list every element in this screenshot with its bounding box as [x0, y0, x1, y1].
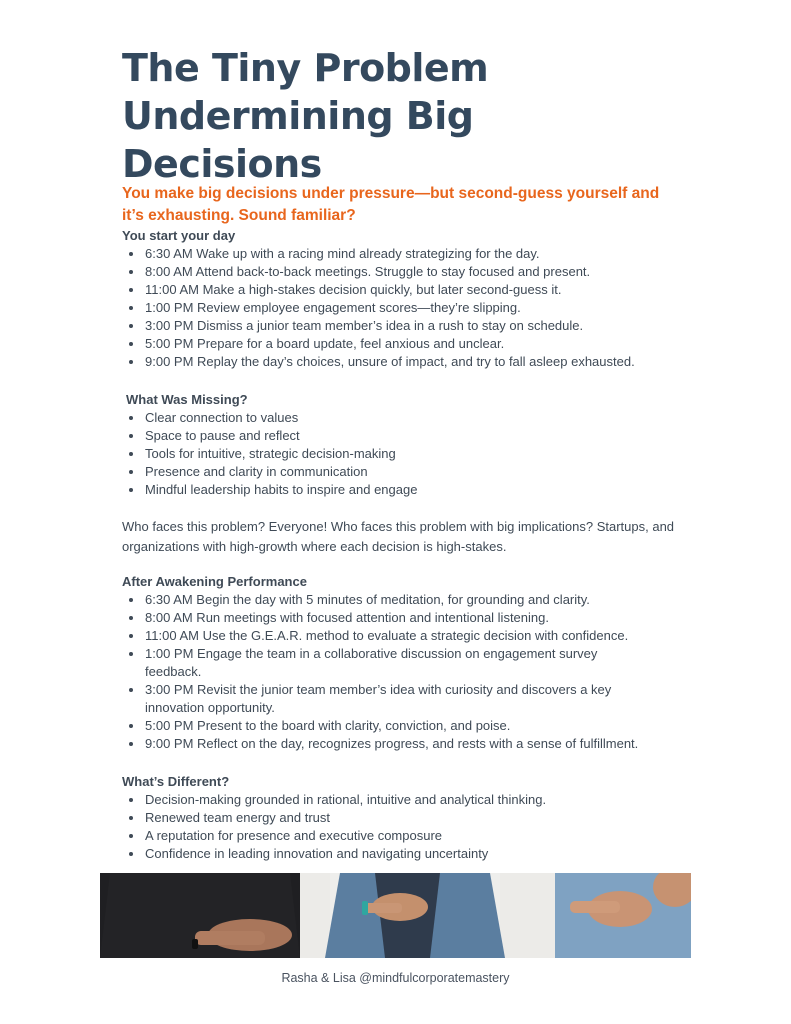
list-item: 6:30 AM Begin the day with 5 minutes of meditation, for grounding and clarity.	[122, 591, 642, 609]
missing-section	[126, 391, 726, 409]
day-list	[122, 245, 722, 371]
list-item: 1:00 PM Engage the team in a collaborative discussion on engagement survey feedback.	[122, 645, 642, 681]
list-item: Renewed team energy and trust	[122, 809, 722, 827]
list-item: Space to pause and reflect	[122, 427, 722, 445]
list-item: 11:00 AM Make a high-stakes decision quickly, but later second-guess it.	[122, 281, 722, 299]
day-section	[122, 227, 722, 371]
missing-list-wrap	[122, 409, 722, 499]
list-item: 3:00 PM Revisit the junior team member’s idea with curiosity and discovers a key innovation opportunity.	[122, 681, 642, 717]
after-section	[122, 573, 722, 753]
list-item: Decision-making grounded in rational, intuitive and analytical thinking.	[122, 791, 722, 809]
list-item: 8:00 AM Run meetings with focused attention and intentional listening.	[122, 609, 642, 627]
who-paragraph: Who faces this problem? Everyone! Who faces this problem with big implications? Startups, and organizations with high-growth where each decision is high-stakes.	[122, 519, 675, 554]
hero-photo	[100, 873, 691, 958]
different-list	[122, 791, 722, 863]
missing-list	[122, 409, 722, 499]
title-line: The Tiny Problem	[122, 46, 489, 90]
list-item: 11:00 AM Use the G.E.A.R. method to evaluate a strategic decision with confidence.	[122, 627, 642, 645]
list-item: 3:00 PM Dismiss a junior team member’s idea in a rush to stay on schedule.	[122, 317, 722, 335]
list-item: A reputation for presence and executive composure	[122, 827, 722, 845]
list-item: 6:30 AM Wake up with a racing mind already strategizing for the day.	[122, 245, 722, 263]
title-line: Decisions	[122, 142, 322, 186]
people-hands-on-heart-image	[100, 873, 691, 958]
subtitle: You make big decisions under pressure—but second-guess yourself and it’s exhausting. Sound familiar?	[122, 185, 660, 224]
title-line: Undermining Big	[122, 94, 474, 138]
list-item: 5:00 PM Present to the board with clarity, conviction, and poise.	[122, 717, 642, 735]
list-item: Mindful leadership habits to inspire and engage	[122, 481, 722, 499]
list-item: 8:00 AM Attend back-to-back meetings. Struggle to stay focused and present.	[122, 263, 722, 281]
list-item: 5:00 PM Prepare for a board update, feel anxious and unclear.	[122, 335, 722, 353]
list-item: Clear connection to values	[122, 409, 722, 427]
missing-heading: What Was Missing?	[126, 392, 248, 407]
list-item: 1:00 PM Review employee engagement scores—they’re slipping.	[122, 299, 722, 317]
list-item: Presence and clarity in communication	[122, 463, 722, 481]
list-item: 9:00 PM Replay the day’s choices, unsure of impact, and try to fall asleep exhausted.	[122, 353, 722, 371]
different-heading: What’s Different?	[122, 774, 230, 789]
footer-credit: Rasha & Lisa @mindfulcorporatemastery	[281, 971, 510, 985]
list-item: Tools for intuitive, strategic decision-making	[122, 445, 722, 463]
after-list	[122, 591, 642, 753]
different-section	[122, 773, 722, 863]
page-title	[122, 44, 682, 188]
list-item: Confidence in leading innovation and navigating uncertainty	[122, 845, 722, 863]
list-item: 9:00 PM Reflect on the day, recognizes progress, and rests with a sense of fulfillment.	[122, 735, 642, 753]
who-section	[122, 517, 722, 557]
after-heading: After Awakening Performance	[122, 574, 307, 589]
day-heading: You start your day	[122, 228, 236, 243]
